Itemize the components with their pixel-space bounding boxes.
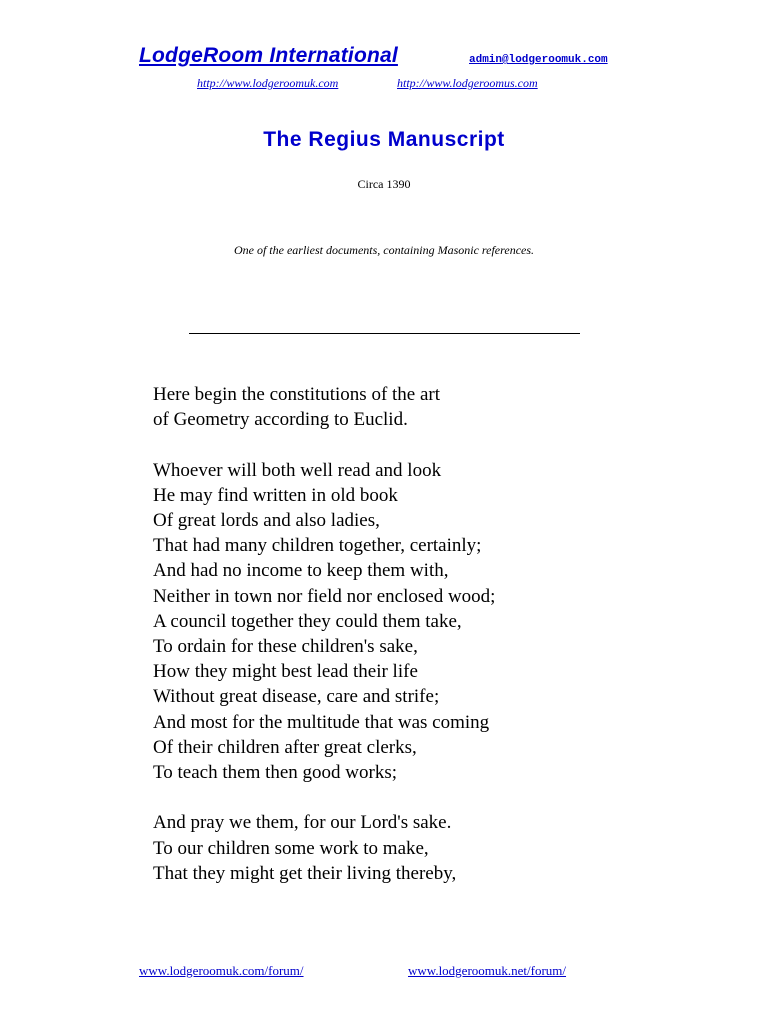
poem-line: Of their children after great clerks, [153, 736, 417, 758]
poem-line: To teach them then good works; [153, 762, 398, 784]
stanza-2 [153, 458, 495, 786]
us-site-link[interactable]: http://www.lodgeroomus.com [397, 76, 538, 90]
poem-line: And most for the multitude that was coming [153, 711, 490, 733]
document-date: Circa 1390 [357, 177, 411, 191]
brand-link[interactable]: LodgeRoom International [139, 44, 398, 67]
email-link[interactable]: admin@lodgeroomuk.com [469, 54, 608, 66]
poem-line: Here begin the constitutions of the art [153, 384, 441, 405]
stanza-3 [153, 810, 495, 886]
uk-site-link[interactable]: http://www.lodgeroomuk.com [197, 76, 339, 90]
poem-line: Whoever will both well read and look [153, 459, 442, 481]
horizontal-rule [189, 333, 580, 334]
poem-line: How they might best lead their life [153, 661, 418, 683]
poem-line: of Geometry according to Euclid. [153, 409, 408, 431]
poem-line: To our children some work to make, [153, 837, 429, 859]
document-subtitle: One of the earliest documents, containing Masonic references. [233, 243, 535, 257]
poem-body [153, 382, 495, 911]
poem-line: Of great lords and also ladies, [153, 510, 380, 531]
uk-forum-link[interactable]: www.lodgeroomuk.com/forum/ [139, 963, 304, 978]
poem-line: And pray we them, for our Lord's sake. [153, 812, 452, 834]
document-title: The Regius Manuscript [263, 128, 505, 151]
poem-line: That they might get their living thereby, [153, 862, 457, 884]
poem-line: Without great disease, care and strife; [153, 686, 440, 708]
poem-line: Neither in town nor field nor enclosed wood; [153, 585, 496, 607]
poem-line: And had no income to keep them with, [153, 560, 449, 582]
poem-line: That had many children together, certainly; [153, 535, 482, 557]
poem-line: He may find written in old book [153, 484, 398, 506]
stanza-1 [153, 382, 495, 432]
poem-line: A council together they could them take, [153, 610, 462, 632]
net-forum-link[interactable]: www.lodgeroomuk.net/forum/ [408, 963, 567, 978]
poem-line: To ordain for these children's sake, [153, 636, 418, 658]
